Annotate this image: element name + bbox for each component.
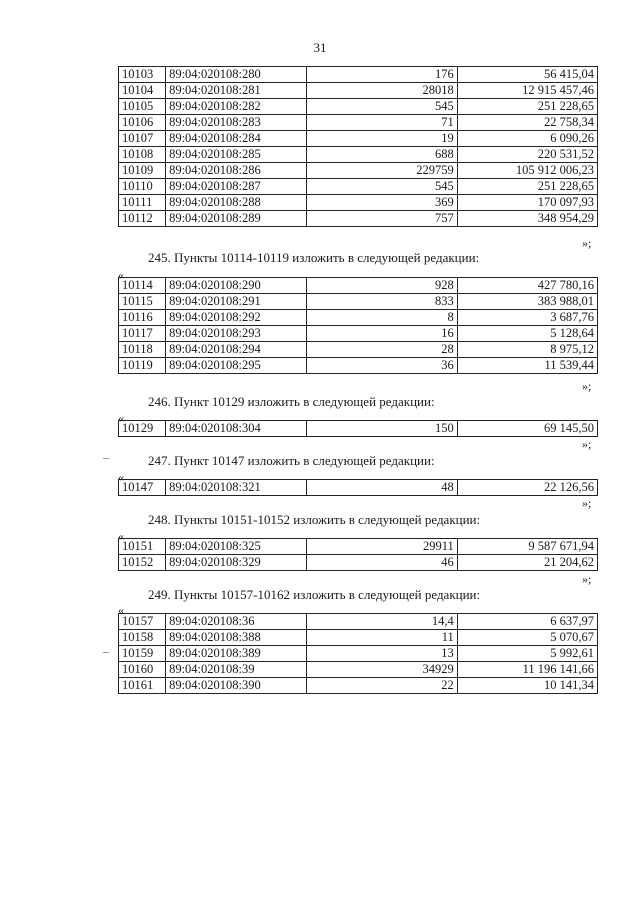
section-heading-248: 248. Пункты 10151-10152 изложить в следующей редакции:: [148, 512, 481, 527]
blank-area: [0, 760, 640, 905]
table-row: [119, 163, 598, 179]
cadastral-number-cell: 89:04:020108:284: [166, 131, 307, 147]
value-cell: 69 145,50: [457, 421, 597, 437]
cadastral-number-cell: 89:04:020108:325: [166, 539, 307, 555]
cadastral-number-cell: 89:04:020108:287: [166, 179, 307, 195]
cadastral-number-cell: 89:04:020108:304: [166, 421, 307, 437]
table-row: [119, 614, 598, 630]
table-row: [119, 358, 598, 374]
area-cell: 11: [307, 630, 457, 646]
table-row: [119, 147, 598, 163]
table-row: [119, 83, 598, 99]
area-cell: 688: [307, 147, 457, 163]
area-cell: 34929: [307, 662, 457, 678]
opening-quote: «: [118, 603, 124, 617]
scan-mark: [103, 652, 109, 653]
area-cell: 71: [307, 115, 457, 131]
item-number-cell: 10104: [119, 83, 166, 99]
table-row: [119, 480, 598, 496]
cadastral-number-cell: 89:04:020108:281: [166, 83, 307, 99]
area-cell: 19: [307, 131, 457, 147]
value-cell: 8 975,12: [457, 342, 597, 358]
area-cell: 928: [307, 278, 457, 294]
item-number-cell: 10106: [119, 115, 166, 131]
item-number-cell: 10118: [119, 342, 166, 358]
area-cell: 28: [307, 342, 457, 358]
page-number: 31: [313, 40, 327, 55]
opening-quote: «: [118, 529, 124, 543]
item-number-cell: 10108: [119, 147, 166, 163]
value-cell: 11 196 141,66: [457, 662, 597, 678]
value-cell: 6 090,26: [457, 131, 597, 147]
table-row: [119, 99, 598, 115]
table-row: [119, 662, 598, 678]
closing-quote: »;: [582, 379, 592, 393]
item-number-cell: 10119: [119, 358, 166, 374]
cadastral-number-cell: 89:04:020108:290: [166, 278, 307, 294]
table-row: [119, 278, 598, 294]
value-cell: 9 587 671,94: [457, 539, 597, 555]
table-row: [119, 195, 598, 211]
value-cell: 251 228,65: [457, 99, 597, 115]
table-row: [119, 342, 598, 358]
opening-quote: «: [118, 470, 124, 484]
table-row: [119, 555, 598, 571]
area-cell: 369: [307, 195, 457, 211]
area-cell: 176: [307, 67, 457, 83]
cadastral-number-cell: 89:04:020108:288: [166, 195, 307, 211]
value-cell: 427 780,16: [457, 278, 597, 294]
value-cell: 251 228,65: [457, 179, 597, 195]
table-row: [119, 179, 598, 195]
table-section-0: [118, 66, 598, 227]
value-cell: 5 992,61: [457, 646, 597, 662]
value-cell: 348 954,29: [457, 211, 597, 227]
closing-quote: »;: [582, 437, 592, 451]
item-number-cell: 10109: [119, 163, 166, 179]
table-row: [119, 421, 598, 437]
item-number-cell: 10107: [119, 131, 166, 147]
table-row: [119, 294, 598, 310]
value-cell: 11 539,44: [457, 358, 597, 374]
section-heading-247: 247. Пункт 10147 изложить в следующей редакции:: [148, 453, 435, 468]
area-cell: 46: [307, 555, 457, 571]
value-cell: 383 988,01: [457, 294, 597, 310]
value-cell: 12 915 457,46: [457, 83, 597, 99]
item-number-cell: 10116: [119, 310, 166, 326]
table-row: [119, 67, 598, 83]
table-section-249: [118, 613, 598, 694]
cadastral-number-cell: 89:04:020108:36: [166, 614, 307, 630]
item-number-cell: 10114: [119, 278, 166, 294]
cadastral-number-cell: 89:04:020108:289: [166, 211, 307, 227]
cadastral-number-cell: 89:04:020108:291: [166, 294, 307, 310]
closing-quote: »;: [582, 236, 592, 250]
value-cell: 56 415,04: [457, 67, 597, 83]
table-row: [119, 211, 598, 227]
area-cell: 22: [307, 678, 457, 694]
cadastral-number-cell: 89:04:020108:283: [166, 115, 307, 131]
scan-mark: [103, 458, 109, 459]
item-number-cell: 10110: [119, 179, 166, 195]
area-cell: 28018: [307, 83, 457, 99]
value-cell: 22 758,34: [457, 115, 597, 131]
table-row: [119, 678, 598, 694]
value-cell: 220 531,52: [457, 147, 597, 163]
cadastral-number-cell: 89:04:020108:390: [166, 678, 307, 694]
table-section-245: [118, 277, 598, 374]
cadastral-number-cell: 89:04:020108:282: [166, 99, 307, 115]
table-row: [119, 646, 598, 662]
opening-quote: «: [118, 268, 124, 282]
item-number-cell: 10147: [119, 480, 166, 496]
section-heading-246: 246. Пункт 10129 изложить в следующей редакции:: [148, 394, 435, 409]
item-number-cell: 10103: [119, 67, 166, 83]
item-number-cell: 10115: [119, 294, 166, 310]
cadastral-number-cell: 89:04:020108:329: [166, 555, 307, 571]
cadastral-number-cell: 89:04:020108:295: [166, 358, 307, 374]
value-cell: 105 912 006,23: [457, 163, 597, 179]
item-number-cell: 10105: [119, 99, 166, 115]
area-cell: 8: [307, 310, 457, 326]
value-cell: 5 128,64: [457, 326, 597, 342]
value-cell: 21 204,62: [457, 555, 597, 571]
cadastral-number-cell: 89:04:020108:389: [166, 646, 307, 662]
item-number-cell: 10152: [119, 555, 166, 571]
section-heading-245: 245. Пункты 10114-10119 изложить в следующей редакции:: [148, 250, 480, 265]
closing-quote: »;: [582, 496, 592, 510]
item-number-cell: 10112: [119, 211, 166, 227]
item-number-cell: 10158: [119, 630, 166, 646]
value-cell: 6 637,97: [457, 614, 597, 630]
item-number-cell: 10129: [119, 421, 166, 437]
item-number-cell: 10117: [119, 326, 166, 342]
item-number-cell: 10157: [119, 614, 166, 630]
area-cell: 36: [307, 358, 457, 374]
table-row: [119, 115, 598, 131]
value-cell: 22 126,56: [457, 480, 597, 496]
value-cell: 10 141,34: [457, 678, 597, 694]
cadastral-number-cell: 89:04:020108:294: [166, 342, 307, 358]
table-row: [119, 539, 598, 555]
closing-quote: »;: [582, 572, 592, 586]
area-cell: 150: [307, 421, 457, 437]
table-row: [119, 131, 598, 147]
area-cell: 229759: [307, 163, 457, 179]
area-cell: 833: [307, 294, 457, 310]
area-cell: 13: [307, 646, 457, 662]
cadastral-number-cell: 89:04:020108:39: [166, 662, 307, 678]
area-cell: 757: [307, 211, 457, 227]
cadastral-number-cell: 89:04:020108:286: [166, 163, 307, 179]
area-cell: 545: [307, 99, 457, 115]
cadastral-number-cell: 89:04:020108:293: [166, 326, 307, 342]
cadastral-number-cell: 89:04:020108:285: [166, 147, 307, 163]
cadastral-number-cell: 89:04:020108:292: [166, 310, 307, 326]
opening-quote: «: [118, 411, 124, 425]
area-cell: 48: [307, 480, 457, 496]
cadastral-number-cell: 89:04:020108:280: [166, 67, 307, 83]
area-cell: 29911: [307, 539, 457, 555]
item-number-cell: 10160: [119, 662, 166, 678]
item-number-cell: 10161: [119, 678, 166, 694]
table-section-246: [118, 420, 598, 437]
table-section-247: [118, 479, 598, 496]
cadastral-number-cell: 89:04:020108:388: [166, 630, 307, 646]
table-row: [119, 630, 598, 646]
table-section-248: [118, 538, 598, 571]
value-cell: 170 097,93: [457, 195, 597, 211]
table-row: [119, 310, 598, 326]
item-number-cell: 10111: [119, 195, 166, 211]
area-cell: 545: [307, 179, 457, 195]
table-row: [119, 326, 598, 342]
item-number-cell: 10159: [119, 646, 166, 662]
area-cell: 14,4: [307, 614, 457, 630]
cadastral-number-cell: 89:04:020108:321: [166, 480, 307, 496]
section-heading-249: 249. Пункты 10157-10162 изложить в следующей редакции:: [148, 587, 481, 602]
value-cell: 3 687,76: [457, 310, 597, 326]
value-cell: 5 070,67: [457, 630, 597, 646]
item-number-cell: 10151: [119, 539, 166, 555]
area-cell: 16: [307, 326, 457, 342]
